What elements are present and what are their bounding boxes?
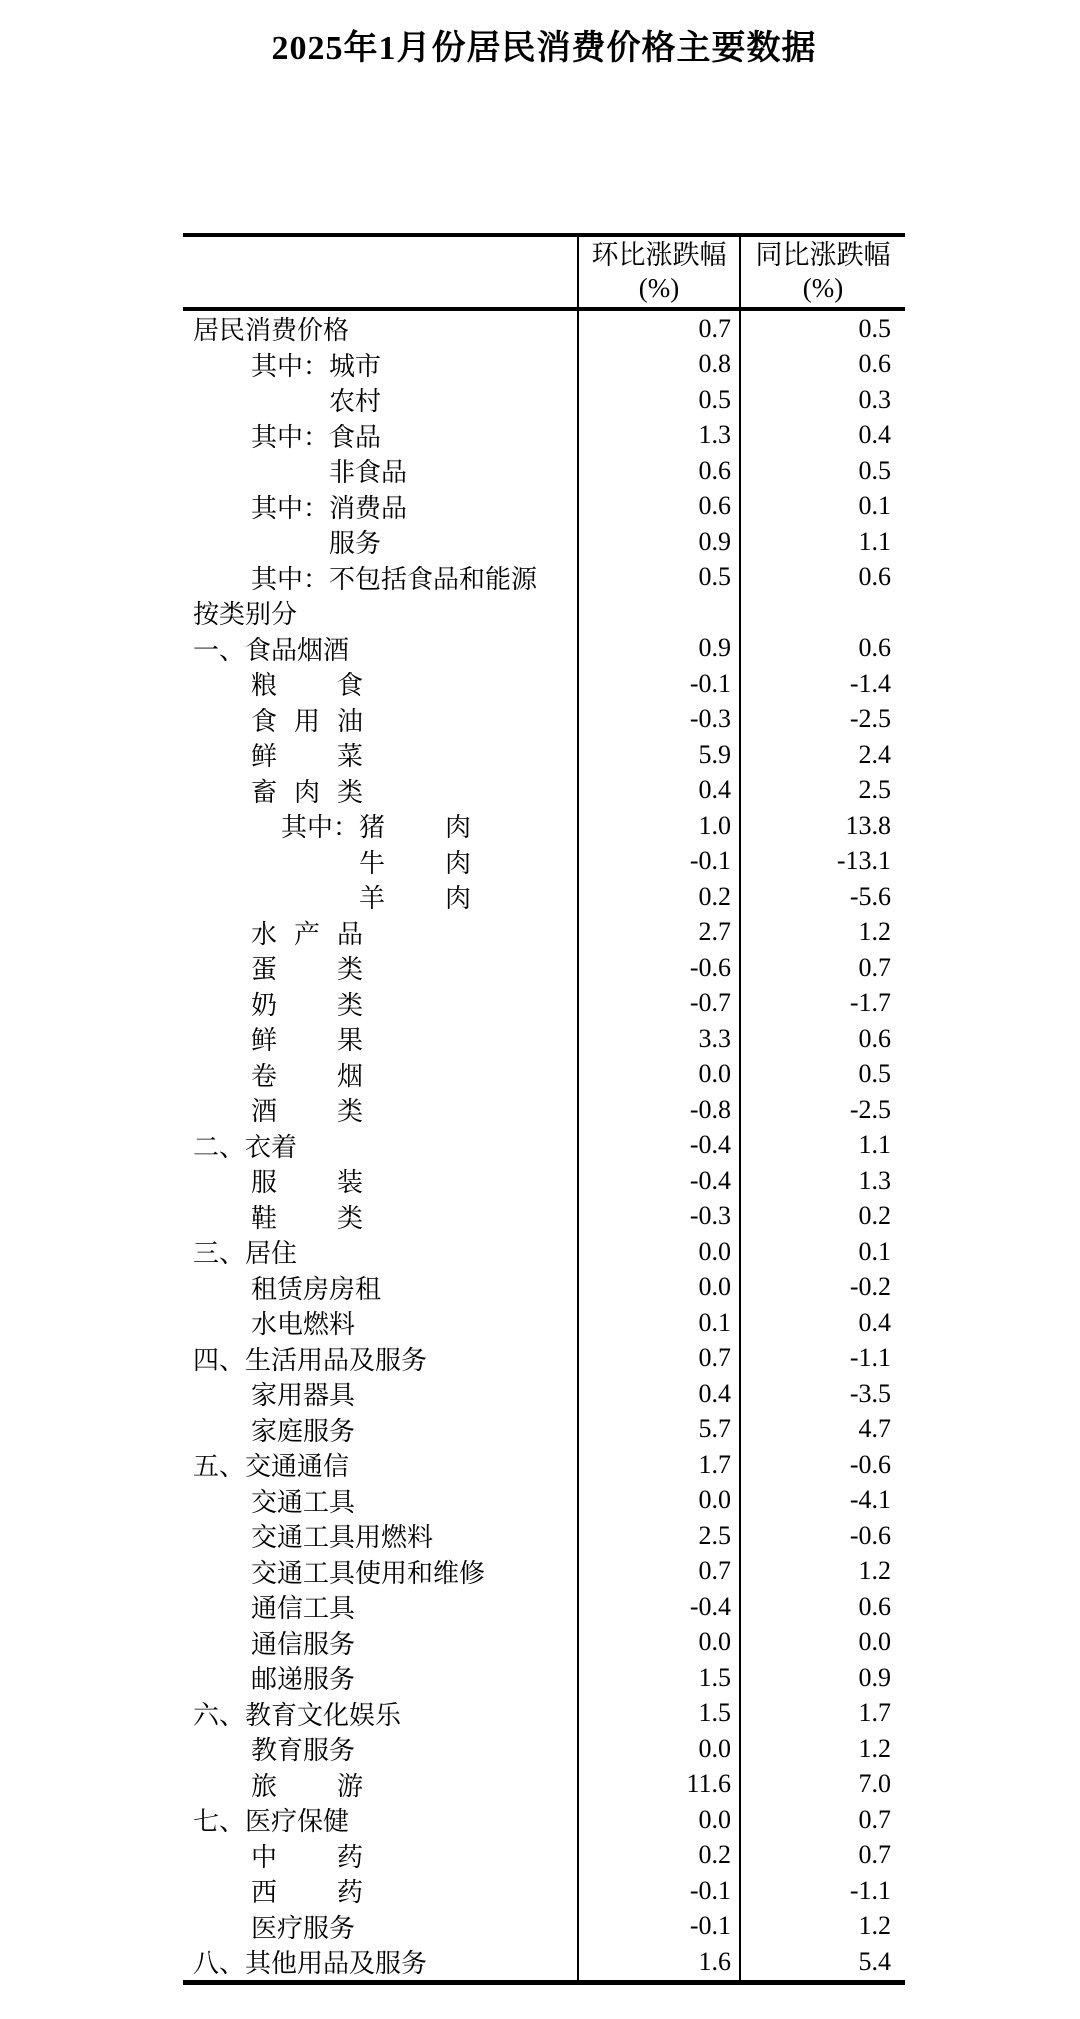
row-label (183, 560, 577, 596)
mom-value: 0.9 (577, 524, 739, 560)
row-label-text: 邮递服务 (251, 1665, 356, 1695)
row-label (183, 1341, 577, 1377)
yoy-value: 0.4 (739, 1305, 905, 1341)
table-row (183, 879, 905, 915)
row-label (183, 595, 577, 631)
table-row (183, 737, 905, 773)
row-label-text: 不包括食品和能源 (329, 564, 538, 594)
yoy-value: 0.1 (739, 1234, 905, 1270)
yoy-value: 0.7 (739, 1838, 905, 1874)
row-label-text: 服装 (251, 1168, 363, 1198)
row-label (183, 1199, 577, 1235)
row-label-prefix: 其中： (251, 351, 330, 381)
row-label-text: 交通工具 (251, 1487, 356, 1517)
row-label-text: 六、教育文化娱乐 (193, 1700, 402, 1730)
table-body (183, 311, 905, 1980)
row-label-text: 按类别分 (193, 600, 298, 630)
table-row (183, 1589, 905, 1625)
mom-value: 0.7 (577, 311, 739, 347)
table-row (183, 1021, 905, 1057)
row-label-text: 七、医疗保健 (193, 1807, 350, 1837)
row-label-prefix: 其中： (281, 813, 360, 843)
table-row (183, 1199, 905, 1235)
mom-value: 0.7 (577, 1554, 739, 1590)
mom-value: 0.0 (577, 1625, 739, 1661)
yoy-value: 0.5 (739, 1057, 905, 1093)
yoy-value: 2.5 (739, 773, 905, 809)
table-row (183, 311, 905, 347)
table-row (183, 1731, 905, 1767)
table-row (183, 1376, 905, 1412)
yoy-value: 1.2 (739, 1731, 905, 1767)
row-label-text: 居民消费价格 (193, 316, 350, 346)
table-row (183, 1447, 905, 1483)
table-row (183, 347, 905, 383)
table-row (183, 418, 905, 454)
yoy-value: 0.6 (739, 1021, 905, 1057)
row-label (183, 1554, 577, 1590)
table-row (183, 1554, 905, 1590)
row-label (183, 1234, 577, 1270)
row-label (183, 1838, 577, 1874)
yoy-value: 0.6 (739, 631, 905, 667)
table-row (183, 560, 905, 596)
mom-value: -0.4 (577, 1163, 739, 1199)
row-label-prefix: 其中： (251, 422, 330, 452)
row-label (183, 1483, 577, 1519)
page-title: 2025年1月份居民消费价格主要数据 (271, 30, 817, 67)
yoy-value: 0.6 (739, 1589, 905, 1625)
row-label-text: 服务 (329, 529, 382, 559)
row-label (183, 1625, 577, 1661)
mom-value: 1.6 (577, 1944, 739, 1980)
mom-value: 3.3 (577, 1021, 739, 1057)
mom-value: 0.5 (577, 560, 739, 596)
row-label-text: 旅游 (251, 1771, 363, 1801)
mom-value: 0.9 (577, 631, 739, 667)
yoy-value: -13.1 (739, 844, 905, 880)
yoy-value: 0.3 (739, 382, 905, 418)
mom-value: 0.0 (577, 1483, 739, 1519)
row-label (183, 702, 577, 738)
row-label (183, 879, 577, 915)
col-header-yoy (739, 237, 905, 307)
table-row (183, 1163, 905, 1199)
row-label-prefix: 其中： (251, 564, 330, 594)
row-label (183, 418, 577, 454)
mom-value: -0.4 (577, 1128, 739, 1164)
table-row (183, 915, 905, 951)
row-label (183, 986, 577, 1022)
table-row (183, 950, 905, 986)
table-header-row (183, 237, 905, 311)
yoy-value: -2.5 (739, 702, 905, 738)
mom-value: 0.0 (577, 1234, 739, 1270)
row-label (183, 1021, 577, 1057)
yoy-value: 1.1 (739, 524, 905, 560)
row-label (183, 489, 577, 525)
mom-value: 0.0 (577, 1731, 739, 1767)
mom-value: -0.7 (577, 986, 739, 1022)
row-label (183, 1696, 577, 1732)
mom-value: -0.3 (577, 1199, 739, 1235)
row-label (183, 915, 577, 951)
mom-value: 0.7 (577, 1341, 739, 1377)
row-label-text: 三、居住 (193, 1239, 298, 1269)
yoy-value: 0.5 (739, 311, 905, 347)
row-label-text: 食用油 (251, 706, 363, 736)
row-label (183, 950, 577, 986)
yoy-value: 0.0 (739, 1625, 905, 1661)
row-label-text: 羊肉 (359, 884, 471, 914)
row-label (183, 737, 577, 773)
row-label (183, 1376, 577, 1412)
row-label-text: 消费品 (329, 493, 408, 523)
row-label-text: 城市 (329, 351, 382, 381)
mom-value: -0.4 (577, 1589, 739, 1625)
yoy-value: -2.5 (739, 1092, 905, 1128)
yoy-value: 0.6 (739, 560, 905, 596)
yoy-value: 1.3 (739, 1163, 905, 1199)
table-row (183, 773, 905, 809)
row-label-text: 教育服务 (251, 1736, 356, 1766)
row-label-text: 医疗服务 (251, 1913, 356, 1943)
mom-value: -0.1 (577, 1873, 739, 1909)
row-label-text: 交通工具用燃料 (251, 1523, 434, 1553)
yoy-value: 0.6 (739, 347, 905, 383)
row-label-text: 食品 (329, 422, 382, 452)
row-label-text: 鲜菜 (251, 742, 363, 772)
row-label (183, 808, 577, 844)
row-label (183, 666, 577, 702)
mom-value: 11.6 (577, 1767, 739, 1803)
mom-value: -0.1 (577, 666, 739, 702)
row-label-text: 租赁房房租 (251, 1274, 382, 1304)
yoy-value: -5.6 (739, 879, 905, 915)
row-label (183, 1802, 577, 1838)
yoy-value: 5.4 (739, 1944, 905, 1980)
mom-value: 0.1 (577, 1305, 739, 1341)
yoy-value: -1.1 (739, 1873, 905, 1909)
yoy-value: 0.4 (739, 418, 905, 454)
yoy-value: 2.4 (739, 737, 905, 773)
row-label-text: 奶类 (251, 990, 363, 1020)
table-row (183, 631, 905, 667)
mom-value: -0.3 (577, 702, 739, 738)
row-label (183, 773, 577, 809)
table-row (183, 1802, 905, 1838)
row-label (183, 1767, 577, 1803)
header-stub-cell (183, 237, 577, 307)
row-label-text: 农村 (329, 387, 382, 417)
yoy-value: -0.2 (739, 1270, 905, 1306)
table-row (183, 524, 905, 560)
mom-value: -0.6 (577, 950, 739, 986)
table-row (183, 1838, 905, 1874)
yoy-value: -1.4 (739, 666, 905, 702)
mom-value: 0.4 (577, 773, 739, 809)
mom-value: 0.6 (577, 489, 739, 525)
table-row (183, 1305, 905, 1341)
row-label-text: 鞋类 (251, 1203, 363, 1233)
cpi-table (183, 233, 905, 1985)
yoy-value: 1.2 (739, 1909, 905, 1945)
mom-value: 0.0 (577, 1270, 739, 1306)
row-label-text: 酒类 (251, 1097, 363, 1127)
table-row (183, 1234, 905, 1270)
mom-value: 0.5 (577, 382, 739, 418)
yoy-value: 1.1 (739, 1128, 905, 1164)
mom-value: 1.7 (577, 1447, 739, 1483)
row-label (183, 631, 577, 667)
yoy-value: 1.2 (739, 1554, 905, 1590)
row-label (183, 1589, 577, 1625)
row-label-text: 通信工具 (251, 1594, 356, 1624)
mom-value: 5.7 (577, 1412, 739, 1448)
table-row (183, 453, 905, 489)
row-label (183, 347, 577, 383)
row-label-text: 一、食品烟酒 (193, 635, 350, 665)
table-row (183, 1270, 905, 1306)
row-label-text: 非食品 (329, 458, 408, 488)
col-header-mom (577, 237, 739, 307)
mom-value: -0.1 (577, 1909, 739, 1945)
row-label-text: 鲜果 (251, 1026, 363, 1056)
row-label (183, 453, 577, 489)
mom-value: 2.7 (577, 915, 739, 951)
col-header-yoy-unit: (%) (802, 273, 844, 303)
table-row (183, 595, 905, 631)
table-row (183, 1518, 905, 1554)
mom-value: 1.3 (577, 418, 739, 454)
mom-value: 0.2 (577, 1838, 739, 1874)
table-row (183, 1341, 905, 1377)
row-label-text: 四、生活用品及服务 (193, 1345, 428, 1375)
table-row (183, 1944, 905, 1980)
table-row (183, 1767, 905, 1803)
mom-value: 0.2 (577, 879, 739, 915)
row-label-text: 中药 (251, 1842, 363, 1872)
row-label-text: 通信服务 (251, 1629, 356, 1659)
table-row (183, 1660, 905, 1696)
yoy-value: 13.8 (739, 808, 905, 844)
row-label-text: 蛋类 (251, 955, 363, 985)
row-label (183, 1447, 577, 1483)
mom-value: 0.8 (577, 347, 739, 383)
mom-value: 0.6 (577, 453, 739, 489)
mom-value: -0.8 (577, 1092, 739, 1128)
table-row (183, 844, 905, 880)
table-row (183, 666, 905, 702)
row-label-text: 交通工具使用和维修 (251, 1558, 486, 1588)
row-label (183, 1518, 577, 1554)
row-label-text: 西药 (251, 1878, 363, 1908)
row-label-text: 八、其他用品及服务 (193, 1949, 428, 1979)
mom-value: 0.4 (577, 1376, 739, 1412)
row-label-text: 家用器具 (251, 1381, 356, 1411)
yoy-value: -1.1 (739, 1341, 905, 1377)
mom-value: 1.0 (577, 808, 739, 844)
table-row (183, 702, 905, 738)
mom-value: 0.0 (577, 1802, 739, 1838)
yoy-value: 1.2 (739, 915, 905, 951)
yoy-value: 4.7 (739, 1412, 905, 1448)
table-row (183, 808, 905, 844)
yoy-value: 1.7 (739, 1696, 905, 1732)
yoy-value: -0.6 (739, 1518, 905, 1554)
mom-value (577, 595, 739, 631)
yoy-value: 0.1 (739, 489, 905, 525)
yoy-value: -1.7 (739, 986, 905, 1022)
yoy-value: 0.5 (739, 453, 905, 489)
table-row (183, 1625, 905, 1661)
row-label-text: 牛肉 (359, 848, 471, 878)
row-label (183, 1412, 577, 1448)
col-header-mom-unit: (%) (638, 273, 680, 303)
yoy-value: -4.1 (739, 1483, 905, 1519)
row-label-text: 水产品 (251, 919, 363, 949)
mom-value: 1.5 (577, 1696, 739, 1732)
row-label-text: 畜肉类 (251, 777, 363, 807)
row-label-text: 猪肉 (359, 813, 472, 843)
table-row (183, 1696, 905, 1732)
yoy-value: -0.6 (739, 1447, 905, 1483)
table-row (183, 1483, 905, 1519)
row-label-text: 卷烟 (251, 1061, 363, 1091)
table-row (183, 1057, 905, 1093)
table-row (183, 1909, 905, 1945)
mom-value: 0.0 (577, 1057, 739, 1093)
mom-value: 1.5 (577, 1660, 739, 1696)
row-label (183, 524, 577, 560)
mom-value: -0.1 (577, 844, 739, 880)
row-label (183, 1660, 577, 1696)
yoy-value: -3.5 (739, 1376, 905, 1412)
table-row (183, 382, 905, 418)
row-label-text: 家庭服务 (251, 1416, 356, 1446)
col-header-mom-label: 环比涨跌幅 (591, 240, 727, 270)
row-label (183, 1057, 577, 1093)
row-label (183, 1163, 577, 1199)
table-row (183, 1412, 905, 1448)
row-label (183, 1092, 577, 1128)
yoy-value: 0.7 (739, 1802, 905, 1838)
table-row (183, 1128, 905, 1164)
row-label-text: 水电燃料 (251, 1310, 356, 1340)
yoy-value: 0.9 (739, 1660, 905, 1696)
row-label (183, 1731, 577, 1767)
row-label-text: 五、交通通信 (193, 1452, 350, 1482)
row-label-text: 粮食 (251, 671, 363, 701)
row-label (183, 311, 577, 347)
table-row (183, 1092, 905, 1128)
row-label-prefix: 其中： (251, 493, 330, 523)
row-label (183, 1128, 577, 1164)
row-label (183, 382, 577, 418)
row-label (183, 1270, 577, 1306)
row-label (183, 1944, 577, 1980)
yoy-value (739, 595, 905, 631)
yoy-value: 0.2 (739, 1199, 905, 1235)
mom-value: 5.9 (577, 737, 739, 773)
yoy-value: 0.7 (739, 950, 905, 986)
yoy-value: 7.0 (739, 1767, 905, 1803)
table-row (183, 489, 905, 525)
row-label (183, 1305, 577, 1341)
table-row (183, 1873, 905, 1909)
row-label (183, 1909, 577, 1945)
col-header-yoy-label: 同比涨跌幅 (755, 240, 891, 270)
row-label-text: 二、衣着 (193, 1132, 298, 1162)
row-label (183, 844, 577, 880)
row-label (183, 1873, 577, 1909)
table-row (183, 986, 905, 1022)
mom-value: 2.5 (577, 1518, 739, 1554)
